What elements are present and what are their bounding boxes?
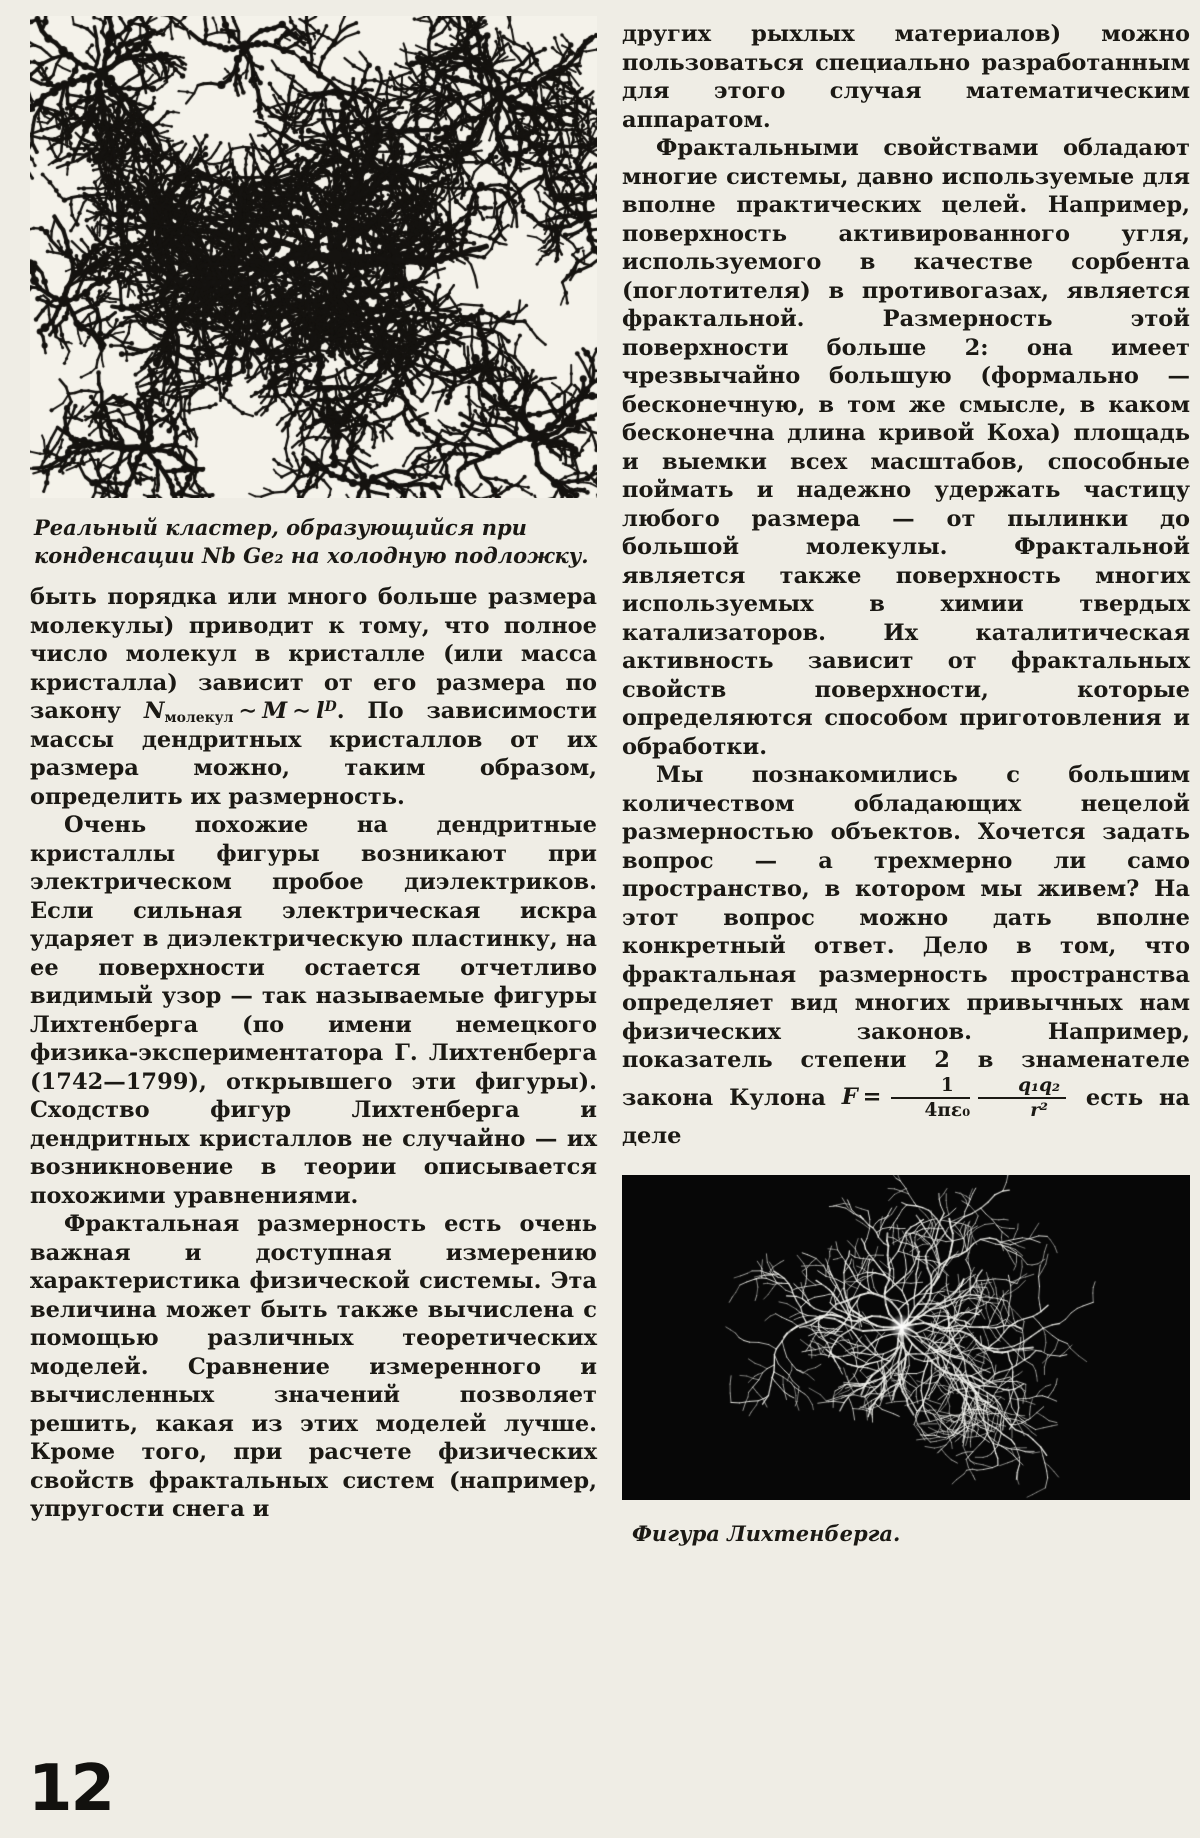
mass-law-formula: [143, 698, 337, 727]
formula-var-l: l: [316, 698, 325, 725]
paragraph-text: быть порядка или много больше размера молекулы) приводит к тому, что полное число молекул в кристалле (или масса кристалла) зависит от его размера по закону: [30, 584, 597, 725]
formula-sup-d: D: [324, 699, 337, 716]
paragraph-text: . По зависимости массы дендритных кристаллов от их размера можно, таким образом, определить их размерность.: [30, 698, 597, 810]
right-paragraph-1: других рыхлых материалов) можно пользоваться специально разработанным для этого случая математическим аппаратом.: [622, 21, 1190, 133]
paragraph-text: есть на деле: [622, 1084, 1190, 1150]
formula-tilde: ∼: [292, 698, 312, 725]
fraction-one-over-4pieps0: [891, 1075, 971, 1123]
left-paragraph-3: Фрактальная размерность есть очень важная и доступная измерению характеристика физической системы. Эта величина может быть также вычислена с помощью различных теоретических моделей. Сравнение измеренного и вычисленных значений позволяет решить, какая из этих моделей лучше. Кроме того, при расчете физических свойств фрактальных систем (например, упругости снега и: [30, 1211, 597, 1523]
dendrite-figure-caption: Реальный кластер, образующийся при конденсации Nb Ge₂ на холодную подложку.: [34, 515, 589, 568]
left-paragraph-1: [30, 583, 597, 811]
fraction-numerator: q₁q₂: [978, 1075, 1066, 1100]
formula-tilde: ∼: [238, 698, 258, 725]
formula-sub-molecules: молекул: [164, 710, 234, 727]
lichtenberg-figure-wrap: [622, 1175, 1190, 1500]
fraction-numerator: 1: [891, 1075, 971, 1100]
formula-var-f: F: [841, 1084, 858, 1111]
fraction-charges-over-r2: [978, 1075, 1066, 1123]
paragraph-text: Мы познакомились с большим количеством обладающих нецелой размерностью объектов. Хочется задать вопрос — а трехмерно ли само пространство, в котором мы живем? На этот вопрос можно дать вполне конкретный ответ. Дело в том, что фрактальная размерность пространства определяет вид многих привычных нам физических законов. Например, показатель степени 2 в знаменателе закона Кулона: [622, 762, 1190, 1111]
coulomb-law-formula: [841, 1074, 1070, 1122]
left-column: [30, 16, 597, 1524]
formula-equals: =: [862, 1084, 882, 1111]
lichtenberg-figure-caption: Фигура Лихтенберга.: [632, 1520, 901, 1546]
fraction-denominator: r²: [1030, 1100, 1048, 1122]
lichtenberg-figure: [622, 1175, 1190, 1500]
page-number: 12: [28, 1752, 114, 1826]
dendrite-cluster-figure: [30, 16, 597, 498]
formula-var-n: N: [143, 698, 165, 725]
fraction-denominator: 4πε₀: [924, 1100, 971, 1122]
right-paragraph-2: Фрактальными свойствами обладают многие системы, давно используемые для вполне практических целей. Например, поверхность активированного угля, используемого в качестве сорбента (поглотителя) в противогазах, является фрактальной. Размерность этой поверхности больше 2: она имеет чрезвычайно большую (формально — бесконечную, в том же смысле, в каком бесконечна длина кривой Коха) площадь и выемки всех масштабов, способные поймать и надежно удержать частицу любого размера — от пылинки до большой молекулы. Фрактальной является также поверхность многих используемых в химии твердых катализаторов. Их каталитическая активность зависит от фрактальных свойств поверхности, которые определяются способом приготовления и обработки.: [622, 135, 1190, 760]
right-paragraph-3: [622, 761, 1190, 1151]
right-column: [622, 20, 1190, 1547]
left-paragraph-2: Очень похожие на дендритные кристаллы фигуры возникают при электрическом пробое диэлектриков. Если сильная электрическая искра ударяет в диэлектрическую пластинку, на ее поверхности остается отчетливо видимый узор — так называемые фигуры Лихтенберга (по имени немецкого физика-экспериментатора Г. Лихтенберга (1742—1799), открывшего эти фигуры). Сходство фигур Лихтенберга и дендритных кристаллов не случайно — их возникновение в теории описывается похожими уравнениями.: [30, 812, 597, 1209]
formula-var-m: M: [262, 698, 288, 725]
